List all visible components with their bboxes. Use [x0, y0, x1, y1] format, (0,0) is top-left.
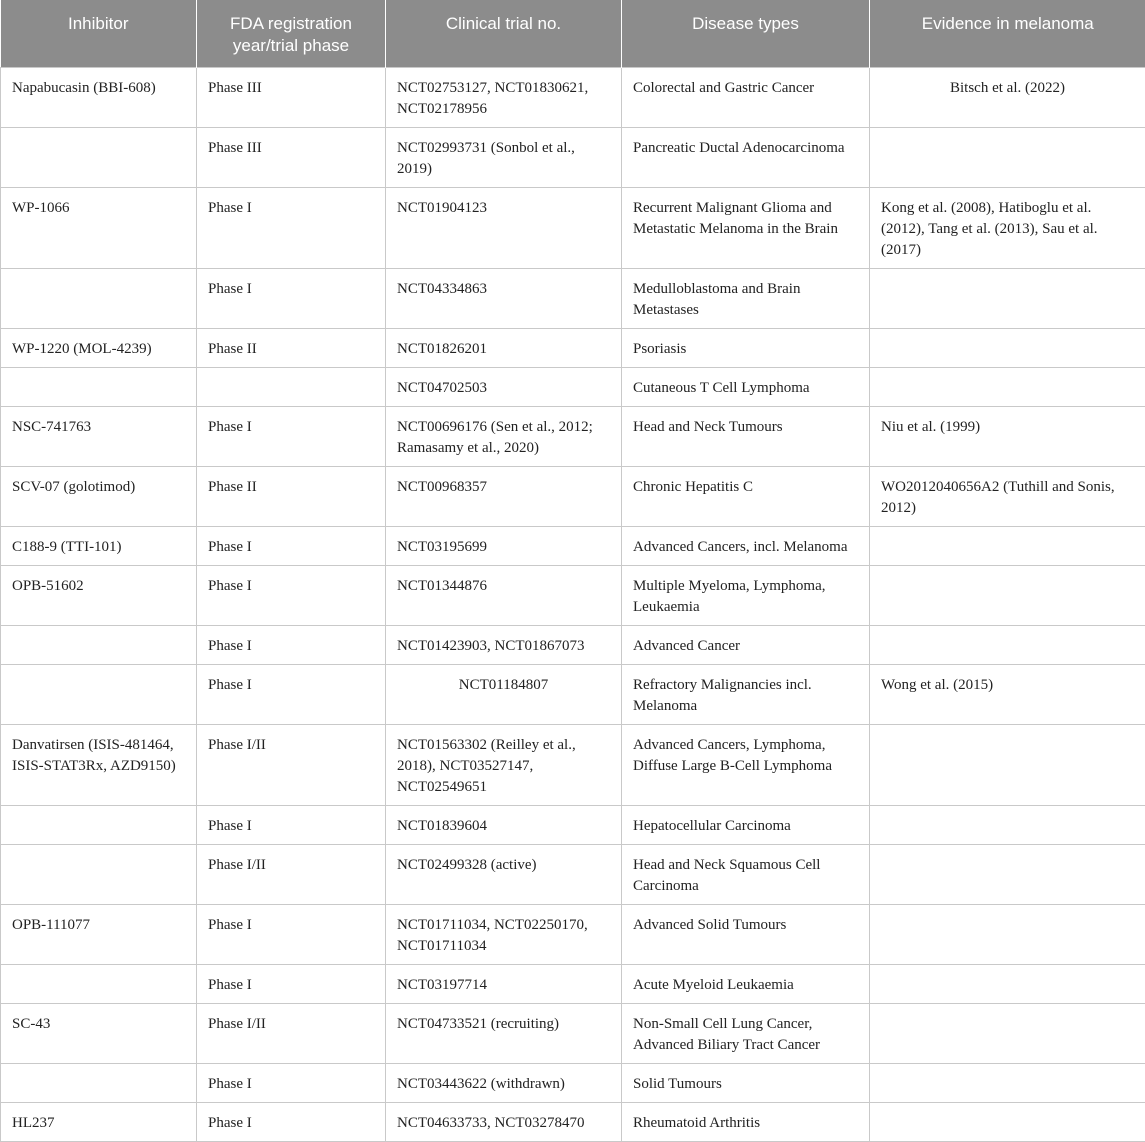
cell-phase: Phase I	[197, 269, 386, 329]
cell-trial: NCT04733521 (recruiting)	[386, 1004, 622, 1064]
cell-trial: NCT03195699	[386, 527, 622, 566]
cell-inhibitor: NSC-741763	[1, 407, 197, 467]
cell-trial: NCT01711034, NCT02250170, NCT01711034	[386, 905, 622, 965]
cell-evidence	[870, 566, 1145, 626]
table-row	[1, 188, 1145, 269]
cell-trial: NCT02753127, NCT01830621, NCT02178956	[386, 68, 622, 128]
cell-disease: Hepatocellular Carcinoma	[622, 806, 870, 845]
cell-evidence: Wong et al. (2015)	[870, 665, 1145, 725]
header-inhibitor: Inhibitor	[1, 0, 197, 68]
cell-disease: Cutaneous T Cell Lymphoma	[622, 368, 870, 407]
table-row	[1, 626, 1145, 665]
cell-inhibitor: Danvatirsen (ISIS-481464, ISIS-STAT3Rx, AZD9150)	[1, 725, 197, 806]
cell-evidence: Bitsch et al. (2022)	[870, 68, 1145, 128]
cell-disease: Non-Small Cell Lung Cancer, Advanced Biliary Tract Cancer	[622, 1004, 870, 1064]
cell-phase: Phase I	[197, 665, 386, 725]
cell-inhibitor	[1, 806, 197, 845]
cell-disease: Psoriasis	[622, 329, 870, 368]
cell-trial: NCT01344876	[386, 566, 622, 626]
cell-trial: NCT01839604	[386, 806, 622, 845]
cell-phase: Phase I	[197, 527, 386, 566]
table-row	[1, 665, 1145, 725]
cell-phase: Phase I/II	[197, 1004, 386, 1064]
cell-inhibitor	[1, 845, 197, 905]
cell-disease: Chronic Hepatitis C	[622, 467, 870, 527]
cell-trial: NCT04334863	[386, 269, 622, 329]
table-row	[1, 269, 1145, 329]
cell-evidence	[870, 368, 1145, 407]
cell-inhibitor	[1, 128, 197, 188]
cell-disease: Solid Tumours	[622, 1064, 870, 1103]
cell-evidence: WO2012040656A2 (Tuthill and Sonis, 2012)	[870, 467, 1145, 527]
cell-phase: Phase I	[197, 806, 386, 845]
cell-disease: Advanced Cancers, incl. Melanoma	[622, 527, 870, 566]
cell-evidence	[870, 845, 1145, 905]
cell-trial: NCT00696176 (Sen et al., 2012; Ramasamy et al., 2020)	[386, 407, 622, 467]
cell-evidence	[870, 1004, 1145, 1064]
cell-inhibitor: HL237	[1, 1103, 197, 1142]
cell-inhibitor: Napabucasin (BBI-608)	[1, 68, 197, 128]
cell-trial: NCT03443622 (withdrawn)	[386, 1064, 622, 1103]
header-disease: Disease types	[622, 0, 870, 68]
header-phase: FDA registration year/trial phase	[197, 0, 386, 68]
cell-inhibitor	[1, 665, 197, 725]
cell-phase: Phase I	[197, 407, 386, 467]
cell-trial: NCT01904123	[386, 188, 622, 269]
header-row	[1, 0, 1145, 68]
cell-trial: NCT01184807	[386, 665, 622, 725]
table-row	[1, 368, 1145, 407]
cell-evidence: Niu et al. (1999)	[870, 407, 1145, 467]
cell-disease: Multiple Myeloma, Lymphoma, Leukaemia	[622, 566, 870, 626]
cell-inhibitor	[1, 965, 197, 1004]
cell-evidence: Kong et al. (2008), Hatiboglu et al. (2012), Tang et al. (2013), Sau et al. (2017)	[870, 188, 1145, 269]
cell-phase: Phase III	[197, 68, 386, 128]
table-row	[1, 806, 1145, 845]
cell-disease: Medulloblastoma and Brain Metastases	[622, 269, 870, 329]
cell-trial: NCT00968357	[386, 467, 622, 527]
table-row	[1, 905, 1145, 965]
cell-phase: Phase I	[197, 626, 386, 665]
cell-evidence	[870, 128, 1145, 188]
cell-phase: Phase I	[197, 188, 386, 269]
cell-inhibitor: C188-9 (TTI-101)	[1, 527, 197, 566]
cell-evidence	[870, 806, 1145, 845]
table-row	[1, 725, 1145, 806]
header-evidence: Evidence in melanoma	[870, 0, 1145, 68]
cell-disease: Advanced Cancers, Lymphoma, Diffuse Large B-Cell Lymphoma	[622, 725, 870, 806]
cell-evidence	[870, 965, 1145, 1004]
cell-phase: Phase I	[197, 905, 386, 965]
table-row	[1, 407, 1145, 467]
cell-phase: Phase III	[197, 128, 386, 188]
table-row	[1, 1004, 1145, 1064]
table-row	[1, 467, 1145, 527]
table-row	[1, 1103, 1145, 1142]
table-row	[1, 68, 1145, 128]
cell-inhibitor	[1, 368, 197, 407]
cell-evidence	[870, 527, 1145, 566]
cell-evidence	[870, 329, 1145, 368]
cell-inhibitor: SC-43	[1, 1004, 197, 1064]
cell-inhibitor: OPB-51602	[1, 566, 197, 626]
cell-disease: Pancreatic Ductal Adenocarcinoma	[622, 128, 870, 188]
cell-phase: Phase I/II	[197, 845, 386, 905]
cell-phase: Phase I	[197, 566, 386, 626]
table-row	[1, 128, 1145, 188]
cell-disease: Colorectal and Gastric Cancer	[622, 68, 870, 128]
table-row	[1, 845, 1145, 905]
cell-disease: Advanced Solid Tumours	[622, 905, 870, 965]
cell-trial: NCT04633733, NCT03278470	[386, 1103, 622, 1142]
cell-inhibitor: SCV-07 (golotimod)	[1, 467, 197, 527]
cell-inhibitor	[1, 626, 197, 665]
table-row	[1, 329, 1145, 368]
cell-trial: NCT01423903, NCT01867073	[386, 626, 622, 665]
cell-phase: Phase I	[197, 1064, 386, 1103]
cell-evidence	[870, 1103, 1145, 1142]
cell-evidence	[870, 1064, 1145, 1103]
cell-phase: Phase I	[197, 1103, 386, 1142]
cell-evidence	[870, 905, 1145, 965]
cell-evidence	[870, 725, 1145, 806]
cell-evidence	[870, 269, 1145, 329]
cell-phase: Phase I	[197, 965, 386, 1004]
cell-disease: Advanced Cancer	[622, 626, 870, 665]
table-row	[1, 1064, 1145, 1103]
cell-phase: Phase II	[197, 329, 386, 368]
table-row	[1, 566, 1145, 626]
cell-disease: Refractory Malignancies incl. Melanoma	[622, 665, 870, 725]
cell-disease: Acute Myeloid Leukaemia	[622, 965, 870, 1004]
cell-phase	[197, 368, 386, 407]
cell-inhibitor	[1, 269, 197, 329]
cell-trial: NCT02499328 (active)	[386, 845, 622, 905]
cell-phase: Phase II	[197, 467, 386, 527]
cell-disease: Rheumatoid Arthritis	[622, 1103, 870, 1142]
cell-evidence	[870, 626, 1145, 665]
cell-trial: NCT01563302 (Reilley et al., 2018), NCT03527147, NCT02549651	[386, 725, 622, 806]
header-trial: Clinical trial no.	[386, 0, 622, 68]
cell-phase: Phase I/II	[197, 725, 386, 806]
cell-inhibitor: OPB-111077	[1, 905, 197, 965]
cell-trial: NCT03197714	[386, 965, 622, 1004]
cell-inhibitor	[1, 1064, 197, 1103]
table-row	[1, 527, 1145, 566]
cell-disease: Head and Neck Tumours	[622, 407, 870, 467]
cell-disease: Recurrent Malignant Glioma and Metastatic Melanoma in the Brain	[622, 188, 870, 269]
cell-trial: NCT02993731 (Sonbol et al., 2019)	[386, 128, 622, 188]
cell-inhibitor: WP-1066	[1, 188, 197, 269]
cell-disease: Head and Neck Squamous Cell Carcinoma	[622, 845, 870, 905]
table-row	[1, 965, 1145, 1004]
cell-trial: NCT01826201	[386, 329, 622, 368]
cell-inhibitor: WP-1220 (MOL-4239)	[1, 329, 197, 368]
cell-trial: NCT04702503	[386, 368, 622, 407]
